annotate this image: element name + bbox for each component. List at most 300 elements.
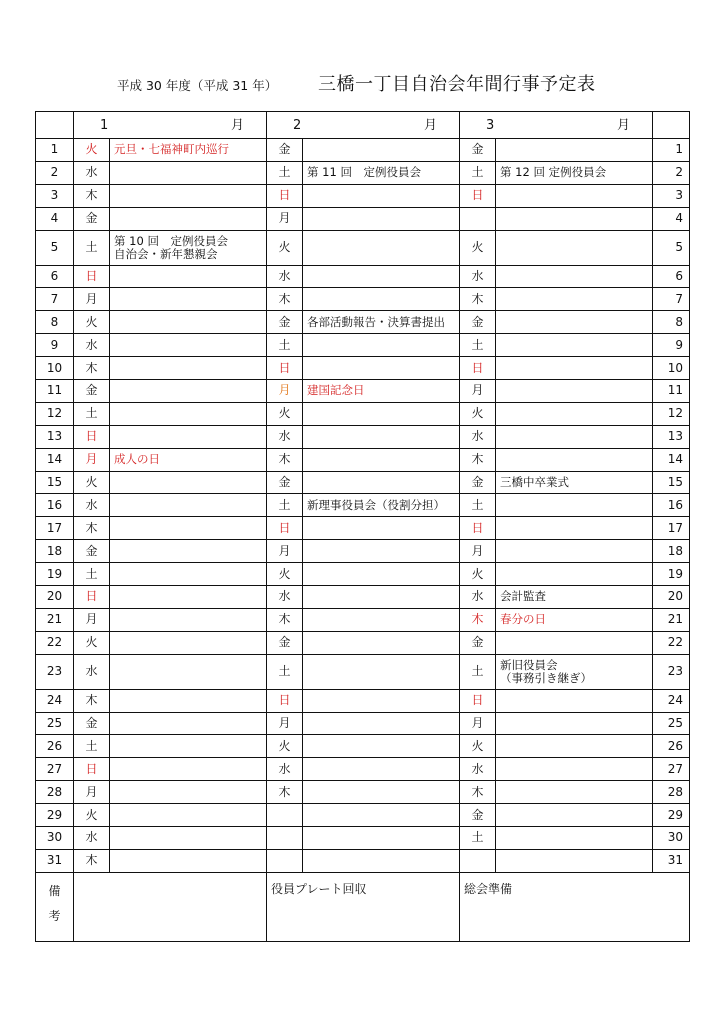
day-number-right: 24 [653,689,690,712]
event-mar [496,654,653,689]
calendar-row [36,265,690,288]
event-feb [303,139,460,162]
weekday-mar: 火 [460,402,496,425]
day-number: 6 [36,265,74,288]
event-feb [303,288,460,311]
weekday-mar: 金 [460,139,496,162]
calendar-row [36,402,690,425]
header-blank-left [36,112,74,139]
day-number-right: 7 [653,288,690,311]
weekday-jan: 土 [74,735,110,758]
month-header-3 [460,112,653,139]
event-feb [303,334,460,357]
calendar-row [36,161,690,184]
day-number-right: 1 [653,139,690,162]
day-number: 14 [36,448,74,471]
event-mar-line2: （事務引き継ぎ） [500,670,593,685]
weekday-mar: 土 [460,654,496,689]
calendar-row [36,540,690,563]
event-feb: 建国記念日 [303,380,460,403]
day-number-right: 15 [653,471,690,494]
day-number: 18 [36,540,74,563]
day-number-right: 14 [653,448,690,471]
weekday-mar [460,849,496,872]
event-jan [110,781,267,804]
weekday-mar: 金 [460,631,496,654]
weekday-jan: 金 [74,540,110,563]
day-number: 3 [36,184,74,207]
event-jan [110,471,267,494]
weekday-mar: 日 [460,517,496,540]
notes-label-top: 備 [48,883,61,898]
event-mar: 会計監査 [496,586,653,609]
month-unit: 月 [617,117,631,133]
day-number-right: 17 [653,517,690,540]
day-number-right: 13 [653,425,690,448]
day-number: 28 [36,781,74,804]
calendar-row [36,425,690,448]
weekday-jan: 木 [74,849,110,872]
weekday-feb: 火 [267,563,303,586]
weekday-jan: 木 [74,689,110,712]
event-feb [303,804,460,827]
event-jan [110,494,267,517]
day-number: 21 [36,608,74,631]
weekday-feb: 金 [267,311,303,334]
weekday-jan: 月 [74,781,110,804]
calendar-row [36,357,690,380]
event-jan [110,563,267,586]
calendar-row [36,758,690,781]
calendar-row [36,689,690,712]
event-feb [303,689,460,712]
event-jan-line2: 自治会・新年懇親会 [114,246,218,261]
weekday-mar: 土 [460,494,496,517]
day-number-right: 4 [653,207,690,230]
day-number: 8 [36,311,74,334]
weekday-jan: 金 [74,380,110,403]
event-jan [110,758,267,781]
day-number-right: 11 [653,380,690,403]
event-feb [303,849,460,872]
calendar-row [36,380,690,403]
event-jan [110,334,267,357]
calendar-row [36,334,690,357]
day-number-right: 16 [653,494,690,517]
weekday-feb: 水 [267,265,303,288]
event-mar [496,265,653,288]
event-mar [496,781,653,804]
weekday-mar: 日 [460,689,496,712]
notes-month-2: 役員プレート回収 [267,872,460,941]
event-mar [496,448,653,471]
weekday-jan: 火 [74,804,110,827]
weekday-feb: 金 [267,139,303,162]
weekday-mar: 日 [460,357,496,380]
calendar-row [36,804,690,827]
month-header-row [36,112,690,139]
event-jan [110,402,267,425]
event-feb [303,586,460,609]
weekday-jan: 火 [74,139,110,162]
calendar-row [36,471,690,494]
event-jan [110,849,267,872]
weekday-mar: 金 [460,804,496,827]
day-number-right: 26 [653,735,690,758]
day-number: 15 [36,471,74,494]
weekday-mar: 土 [460,334,496,357]
weekday-mar: 木 [460,608,496,631]
weekday-mar: 月 [460,712,496,735]
event-feb [303,827,460,850]
event-feb [303,517,460,540]
event-feb [303,758,460,781]
event-mar [496,804,653,827]
day-number-right: 3 [653,184,690,207]
calendar-row [36,563,690,586]
event-feb [303,425,460,448]
event-feb [303,540,460,563]
weekday-jan: 火 [74,471,110,494]
event-mar [496,517,653,540]
weekday-jan: 日 [74,425,110,448]
page-title: 三橋一丁目自治会年間行事予定表 [318,74,596,95]
event-mar [496,425,653,448]
event-jan [110,425,267,448]
calendar-row [36,184,690,207]
day-number: 5 [36,230,74,265]
weekday-mar: 火 [460,735,496,758]
day-number: 26 [36,735,74,758]
event-jan [110,517,267,540]
event-mar [496,207,653,230]
calendar-row [36,448,690,471]
weekday-mar: 木 [460,448,496,471]
weekday-feb [267,849,303,872]
calendar-row [36,230,690,265]
header-blank-right [653,112,690,139]
event-mar [496,288,653,311]
event-mar [496,631,653,654]
event-jan [110,735,267,758]
weekday-mar: 木 [460,288,496,311]
day-number: 19 [36,563,74,586]
day-number: 16 [36,494,74,517]
day-number-right: 8 [653,311,690,334]
event-feb [303,563,460,586]
weekday-feb: 火 [267,230,303,265]
day-number: 29 [36,804,74,827]
weekday-mar: 火 [460,563,496,586]
event-mar [496,735,653,758]
day-number: 10 [36,357,74,380]
event-feb [303,608,460,631]
event-mar [496,334,653,357]
weekday-jan: 土 [74,230,110,265]
event-mar [496,689,653,712]
event-feb: 各部活動報告・決算書提出 [303,311,460,334]
weekday-jan: 木 [74,517,110,540]
day-number: 22 [36,631,74,654]
weekday-mar: 月 [460,540,496,563]
day-number: 13 [36,425,74,448]
event-feb: 第 11 回 定例役員会 [303,161,460,184]
day-number-right: 21 [653,608,690,631]
weekday-jan: 土 [74,402,110,425]
event-mar [496,849,653,872]
event-jan [110,265,267,288]
event-jan [110,586,267,609]
event-jan-line1: 第 10 回 定例役員会 [114,233,228,248]
day-number: 20 [36,586,74,609]
event-mar [496,563,653,586]
event-feb [303,712,460,735]
weekday-feb: 土 [267,654,303,689]
day-number-right: 27 [653,758,690,781]
event-jan [110,184,267,207]
event-jan: 元旦・七福神町内巡行 [110,139,267,162]
day-number-right: 19 [653,563,690,586]
event-mar: 三橋中卒業式 [496,471,653,494]
event-mar [496,139,653,162]
weekday-mar: 金 [460,471,496,494]
weekday-mar: 土 [460,827,496,850]
weekday-jan: 月 [74,288,110,311]
calendar-row [36,654,690,689]
event-mar [496,230,653,265]
header [0,68,724,98]
event-feb [303,184,460,207]
weekday-feb: 水 [267,425,303,448]
event-feb [303,471,460,494]
weekday-feb [267,827,303,850]
day-number-right: 5 [653,230,690,265]
calendar-row [36,494,690,517]
weekday-feb [267,804,303,827]
event-feb: 新理事役員会（役割分担） [303,494,460,517]
weekday-feb: 日 [267,184,303,207]
day-number: 1 [36,139,74,162]
day-number-right: 12 [653,402,690,425]
event-jan [110,207,267,230]
event-mar [496,402,653,425]
weekday-feb: 土 [267,494,303,517]
event-jan [110,827,267,850]
weekday-feb: 日 [267,689,303,712]
event-jan [110,311,267,334]
weekday-feb: 月 [267,380,303,403]
month-number: 1 [100,117,109,133]
event-jan [110,357,267,380]
day-number: 27 [36,758,74,781]
weekday-feb: 月 [267,207,303,230]
weekday-feb: 火 [267,402,303,425]
weekday-mar: 金 [460,311,496,334]
weekday-jan: 日 [74,758,110,781]
calendar-row [36,631,690,654]
day-number: 17 [36,517,74,540]
calendar-row [36,712,690,735]
day-number: 11 [36,380,74,403]
event-mar: 春分の日 [496,608,653,631]
weekday-mar: 土 [460,161,496,184]
day-number-right: 18 [653,540,690,563]
weekday-jan: 火 [74,631,110,654]
event-mar [496,827,653,850]
event-mar [496,494,653,517]
event-mar [496,184,653,207]
event-jan [110,654,267,689]
event-jan [110,288,267,311]
weekday-feb: 水 [267,586,303,609]
event-feb [303,265,460,288]
weekday-feb: 日 [267,517,303,540]
calendar-row [36,608,690,631]
event-jan [110,608,267,631]
notes-month-3: 総会準備 [460,872,690,941]
event-jan [110,689,267,712]
day-number: 2 [36,161,74,184]
day-number-right: 20 [653,586,690,609]
event-jan [110,230,267,265]
day-number-right: 2 [653,161,690,184]
event-feb [303,402,460,425]
day-number-right: 29 [653,804,690,827]
event-mar [496,758,653,781]
weekday-jan: 土 [74,563,110,586]
weekday-feb: 木 [267,781,303,804]
weekday-mar: 月 [460,380,496,403]
day-number: 30 [36,827,74,850]
day-number: 4 [36,207,74,230]
event-jan [110,540,267,563]
day-number: 25 [36,712,74,735]
month-unit: 月 [424,117,438,133]
month-header-1 [74,112,267,139]
notes-label-bottom: 考 [48,908,61,923]
weekday-feb: 土 [267,161,303,184]
day-number: 12 [36,402,74,425]
weekday-feb: 水 [267,758,303,781]
month-unit: 月 [231,117,245,133]
event-mar [496,712,653,735]
weekday-jan: 日 [74,586,110,609]
day-number: 23 [36,654,74,689]
weekday-jan: 水 [74,654,110,689]
day-number-right: 22 [653,631,690,654]
event-feb [303,631,460,654]
event-mar [496,540,653,563]
weekday-jan: 木 [74,357,110,380]
weekday-feb: 木 [267,288,303,311]
calendar-row [36,586,690,609]
day-number: 9 [36,334,74,357]
day-number-right: 9 [653,334,690,357]
calendar-row [36,849,690,872]
day-number-right: 6 [653,265,690,288]
event-jan [110,712,267,735]
event-jan [110,380,267,403]
weekday-feb: 月 [267,540,303,563]
weekday-feb: 火 [267,735,303,758]
notes-month-1 [74,872,267,941]
weekday-mar: 水 [460,586,496,609]
month-number: 2 [293,117,302,133]
weekday-mar: 火 [460,230,496,265]
weekday-jan: 水 [74,161,110,184]
day-number-right: 23 [653,654,690,689]
day-number-right: 25 [653,712,690,735]
day-number: 7 [36,288,74,311]
month-header-2 [267,112,460,139]
notes-row [36,872,690,941]
weekday-feb: 金 [267,471,303,494]
day-number-right: 31 [653,849,690,872]
event-feb [303,448,460,471]
weekday-mar [460,207,496,230]
schedule-table [35,111,690,942]
weekday-mar: 水 [460,758,496,781]
event-feb [303,735,460,758]
weekday-jan: 日 [74,265,110,288]
weekday-jan: 月 [74,448,110,471]
weekday-mar: 日 [460,184,496,207]
month-number: 3 [486,117,495,133]
weekday-mar: 水 [460,265,496,288]
event-mar: 第 12 回 定例役員会 [496,161,653,184]
calendar-row [36,288,690,311]
event-feb [303,207,460,230]
weekday-feb: 金 [267,631,303,654]
day-number-right: 30 [653,827,690,850]
event-feb [303,230,460,265]
event-mar [496,311,653,334]
event-jan: 成人の日 [110,448,267,471]
day-number: 31 [36,849,74,872]
event-jan [110,631,267,654]
weekday-feb: 土 [267,334,303,357]
weekday-jan: 水 [74,494,110,517]
weekday-jan: 金 [74,207,110,230]
weekday-jan: 月 [74,608,110,631]
weekday-jan: 火 [74,311,110,334]
weekday-feb: 月 [267,712,303,735]
event-feb [303,781,460,804]
calendar-row [36,735,690,758]
calendar-row [36,139,690,162]
weekday-mar: 木 [460,781,496,804]
event-jan [110,804,267,827]
weekday-feb: 木 [267,448,303,471]
weekday-feb: 日 [267,357,303,380]
day-number: 24 [36,689,74,712]
fiscal-year-subtitle: 平成 30 年度（平成 31 年） [117,78,278,93]
day-number-right: 10 [653,357,690,380]
calendar-row [36,207,690,230]
day-number-right: 28 [653,781,690,804]
event-feb [303,654,460,689]
calendar-row [36,827,690,850]
notes-label [36,872,74,941]
weekday-jan: 水 [74,334,110,357]
weekday-jan: 木 [74,184,110,207]
weekday-jan: 金 [74,712,110,735]
event-mar-line1: 新旧役員会 [500,657,558,672]
event-jan [110,161,267,184]
event-feb [303,357,460,380]
weekday-feb: 木 [267,608,303,631]
weekday-mar: 水 [460,425,496,448]
